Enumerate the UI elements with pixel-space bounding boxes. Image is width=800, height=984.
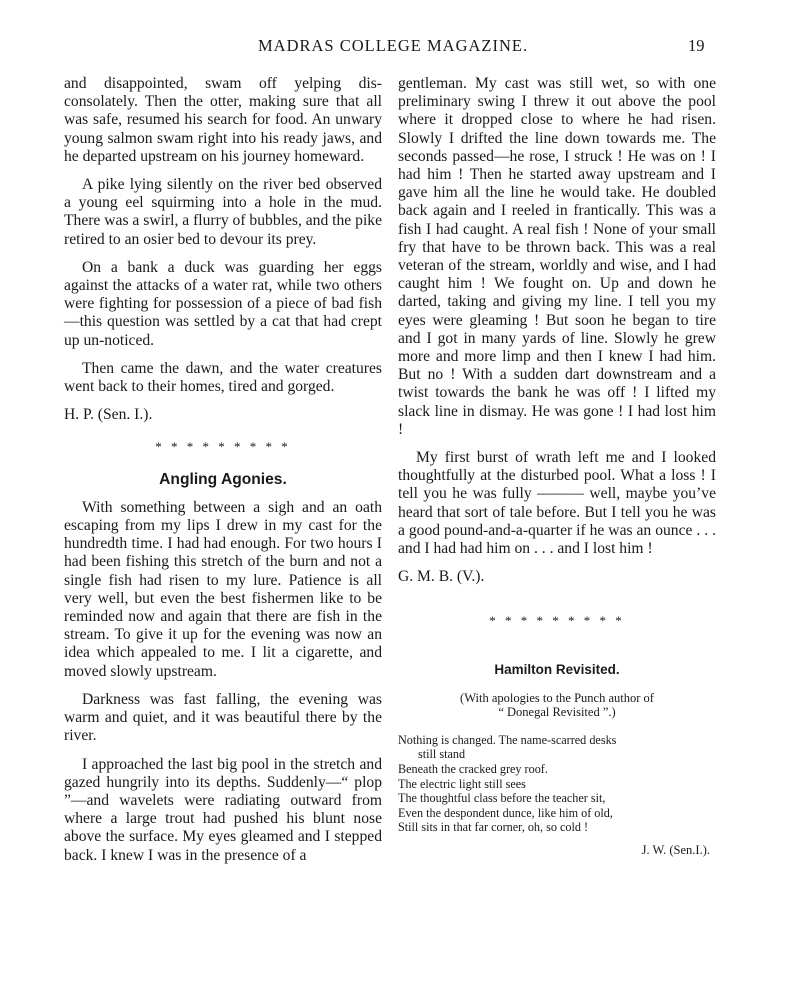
author-signature: G. M. B. (V.).: [398, 568, 485, 586]
paragraph: Darkness was fast falling, the evening was warm and quiet, and it was beautiful there by the river.: [64, 690, 382, 745]
left-column: [64, 75, 382, 875]
author-signature: H. P. (Sen. I.).: [64, 406, 153, 424]
poem-line: The thoughtful class before the teacher sit,: [398, 791, 606, 806]
article-title: Angling Agonies.: [159, 470, 287, 488]
paragraph: I approached the last big pool in the stretch and gazed hungrily into its depths. Suddenly—“ plop ”—and wavelets were radiating outward from where a large trout had pushed his blunt nose above the surface. My eyes gleamed and I stepped back. I knew I was in the presence of a: [64, 755, 382, 864]
poem: [398, 733, 716, 835]
paragraph: With something between a sigh and an oath escaping from my lips I drew in my cast for the hundredth time. I had had enough. For two hours I had been fishing this stretch of the burn and not a single fish had risen to my lure. Patience is all very well, but even the best fishermen like to be reminded now and again that there are fish in the stream. To give it up for the evening was now an idea which appealed to me. I lit a cigarette, and moved slowly upstream.: [64, 498, 382, 680]
paragraph: Then came the dawn, and the water creatures went back to their homes, tired and gorged.: [64, 359, 382, 396]
paragraph: My first burst of wrath left me and I looked thoughtfully at the disturbed pool. What a loss ! I tell you he was fully ——— well, maybe you’ve heard that sort of tale before. But I tell you he was a good pound-and-a-quarter if he was an ounce . . . and I had had him on . . . and I lost him !: [398, 449, 716, 558]
paragraph: gentleman. My cast was still wet, so with one preliminary swing I threw it out above the pool where it dropped close to where he had risen. Slowly I drifted the line down towards me. The seconds passed—he rose, I struck ! He was on ! I had him ! Then he started away upstream and I gave him all the line he would take. He doubled back again and I reeled in frantically. This was a fish I had caught. A real fish ! None of your small fry that have to be thrown back. This was a real veteran of the stream, worldly and wise, and I had caught him ! We fought on. Up and down he darted, taking and giving my line. I tell you my eyes were gleaming ! But soon he began to tire and I got in many yards of line. Slowly he grew more and more limp and then I knew I had him. But no ! With a sudden dart downstream and a twist towards the bank he was off ! I lifted my slack line in dismay. He was gone ! I had lost him !: [398, 75, 716, 438]
poem-subtitle-line: “ Donegal Revisited ”.): [498, 704, 616, 719]
poem-title: Hamilton Revisited.: [494, 661, 620, 677]
poem-line: Nothing is changed. The name-scarred desks: [398, 732, 617, 747]
poem-signature: J. W. (Sen.I.).: [641, 843, 710, 858]
right-column: [398, 75, 716, 859]
page-number: 19: [688, 36, 705, 55]
poem-line: still stand: [418, 747, 466, 762]
section-separator: * * * * * * * * *: [489, 613, 625, 629]
paragraph: A pike lying silently on the river bed observed a young eel squirming into a hole in the mud. There was a swirl, a flurry of bubbles, and the pike retired to an osier bed to devour its prey.: [64, 176, 382, 248]
page-header: [0, 36, 800, 60]
section-separator: * * * * * * * * *: [155, 439, 291, 455]
poem-line: Even the despondent dunce, like him of old,: [398, 805, 613, 820]
poem-subtitle-line: (With apologies to the Punch author of: [460, 690, 654, 705]
poem-line: Beneath the cracked grey roof.: [398, 762, 548, 777]
poem-line: Still sits in that far corner, oh, so cold !: [398, 820, 589, 835]
poem-line: The electric light still sees: [398, 776, 526, 791]
paragraph: and disappointed, swam off yelping dis-consolately. Then the otter, making sure that all was safe, resumed his search for food. An unwary young salmon swam right into his ready jaws, and he departed upstream on his journey homeward.: [64, 75, 382, 165]
paragraph: On a bank a duck was guarding her eggs against the attacks of a water rat, while two others were fighting for possession of a piece of bad fish—this question was settled by a cat that had crept up un-noticed.: [64, 258, 382, 349]
poem-subtitle: [398, 691, 716, 719]
running-head: MADRAS COLLEGE MAGAZINE.: [258, 36, 529, 55]
